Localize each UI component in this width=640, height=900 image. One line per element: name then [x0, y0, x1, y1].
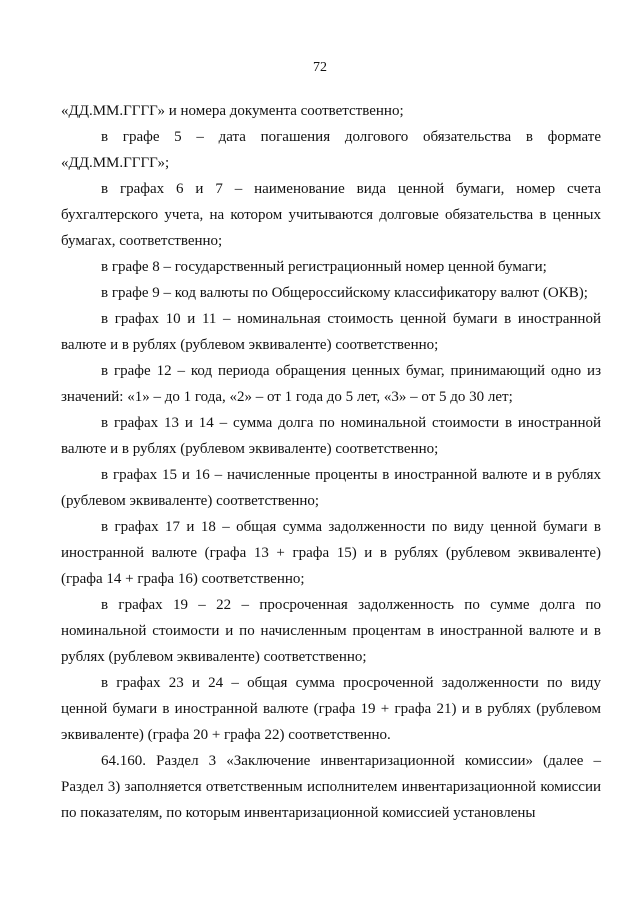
paragraph-columns-17-18: в графах 17 и 18 – общая сумма задолженности по виду ценной бумаги в иностранной валюте (графа 13 + графа 15) и в рублях (рублевом эквиваленте) (графа 14 + графа 16) соответственно; [61, 519, 601, 587]
paragraph-columns-10-11: в графах 10 и 11 – номинальная стоимость ценной бумаги в иностранной валюте и в рублях (рублевом эквиваленте) соответственно; [61, 311, 601, 353]
page-number: 72 [313, 60, 327, 75]
paragraph-columns-13-14: в графах 13 и 14 – сумма долга по номинальной стоимости в иностранной валюте и в рублях (рублевом эквиваленте) соответственно; [61, 415, 601, 457]
paragraph-column-5: в графе 5 – дата погашения долгового обязательства в формате «ДД.ММ.ГГГГ»; [61, 129, 601, 171]
paragraph-columns-23-24: в графах 23 и 24 – общая сумма просроченной задолженности по виду ценной бумаги в иностранной валюте (графа 19 + графа 21) и в рублях (рублевом эквиваленте) (графа 20 + графа 22) соответственно. [61, 675, 601, 743]
paragraph-columns-19-22: в графах 19 – 22 – просроченная задолженность по сумме долга по номинальной стоимости и по начисленным процентам в иностранной валюте и в рублях (рублевом эквиваленте) соответственно; [61, 597, 601, 665]
paragraph-column-8: в графе 8 – государственный регистрационный номер ценной бумаги; [101, 259, 547, 275]
paragraph-columns-6-7: в графах 6 и 7 – наименование вида ценной бумаги, номер счета бухгалтерского учета, на котором учитываются долговые обязательства в ценных бумагах, соответственно; [61, 181, 601, 249]
paragraph-continuation: «ДД.ММ.ГГГГ» и номера документа соответственно; [61, 103, 404, 119]
paragraph-column-9: в графе 9 – код валюты по Общероссийскому классификатору валют (ОКВ); [101, 285, 588, 301]
document-body [61, 98, 601, 826]
paragraph-section-64-160: 64.160. Раздел 3 «Заключение инвентаризационной комиссии» (далее – Раздел 3) заполняется ответственным исполнителем инвентаризационной комиссии по показателям, по которым инвентаризационной комиссией установлены [61, 753, 601, 821]
paragraph-columns-15-16: в графах 15 и 16 – начисленные проценты в иностранной валюте и в рублях (рублевом эквиваленте) соответственно; [61, 467, 601, 509]
paragraph-column-12: в графе 12 – код периода обращения ценных бумаг, принимающий одно из значений: «1» – до 1 года, «2» – от 1 года до 5 лет, «3» – от 5 до 30 лет; [61, 363, 601, 405]
